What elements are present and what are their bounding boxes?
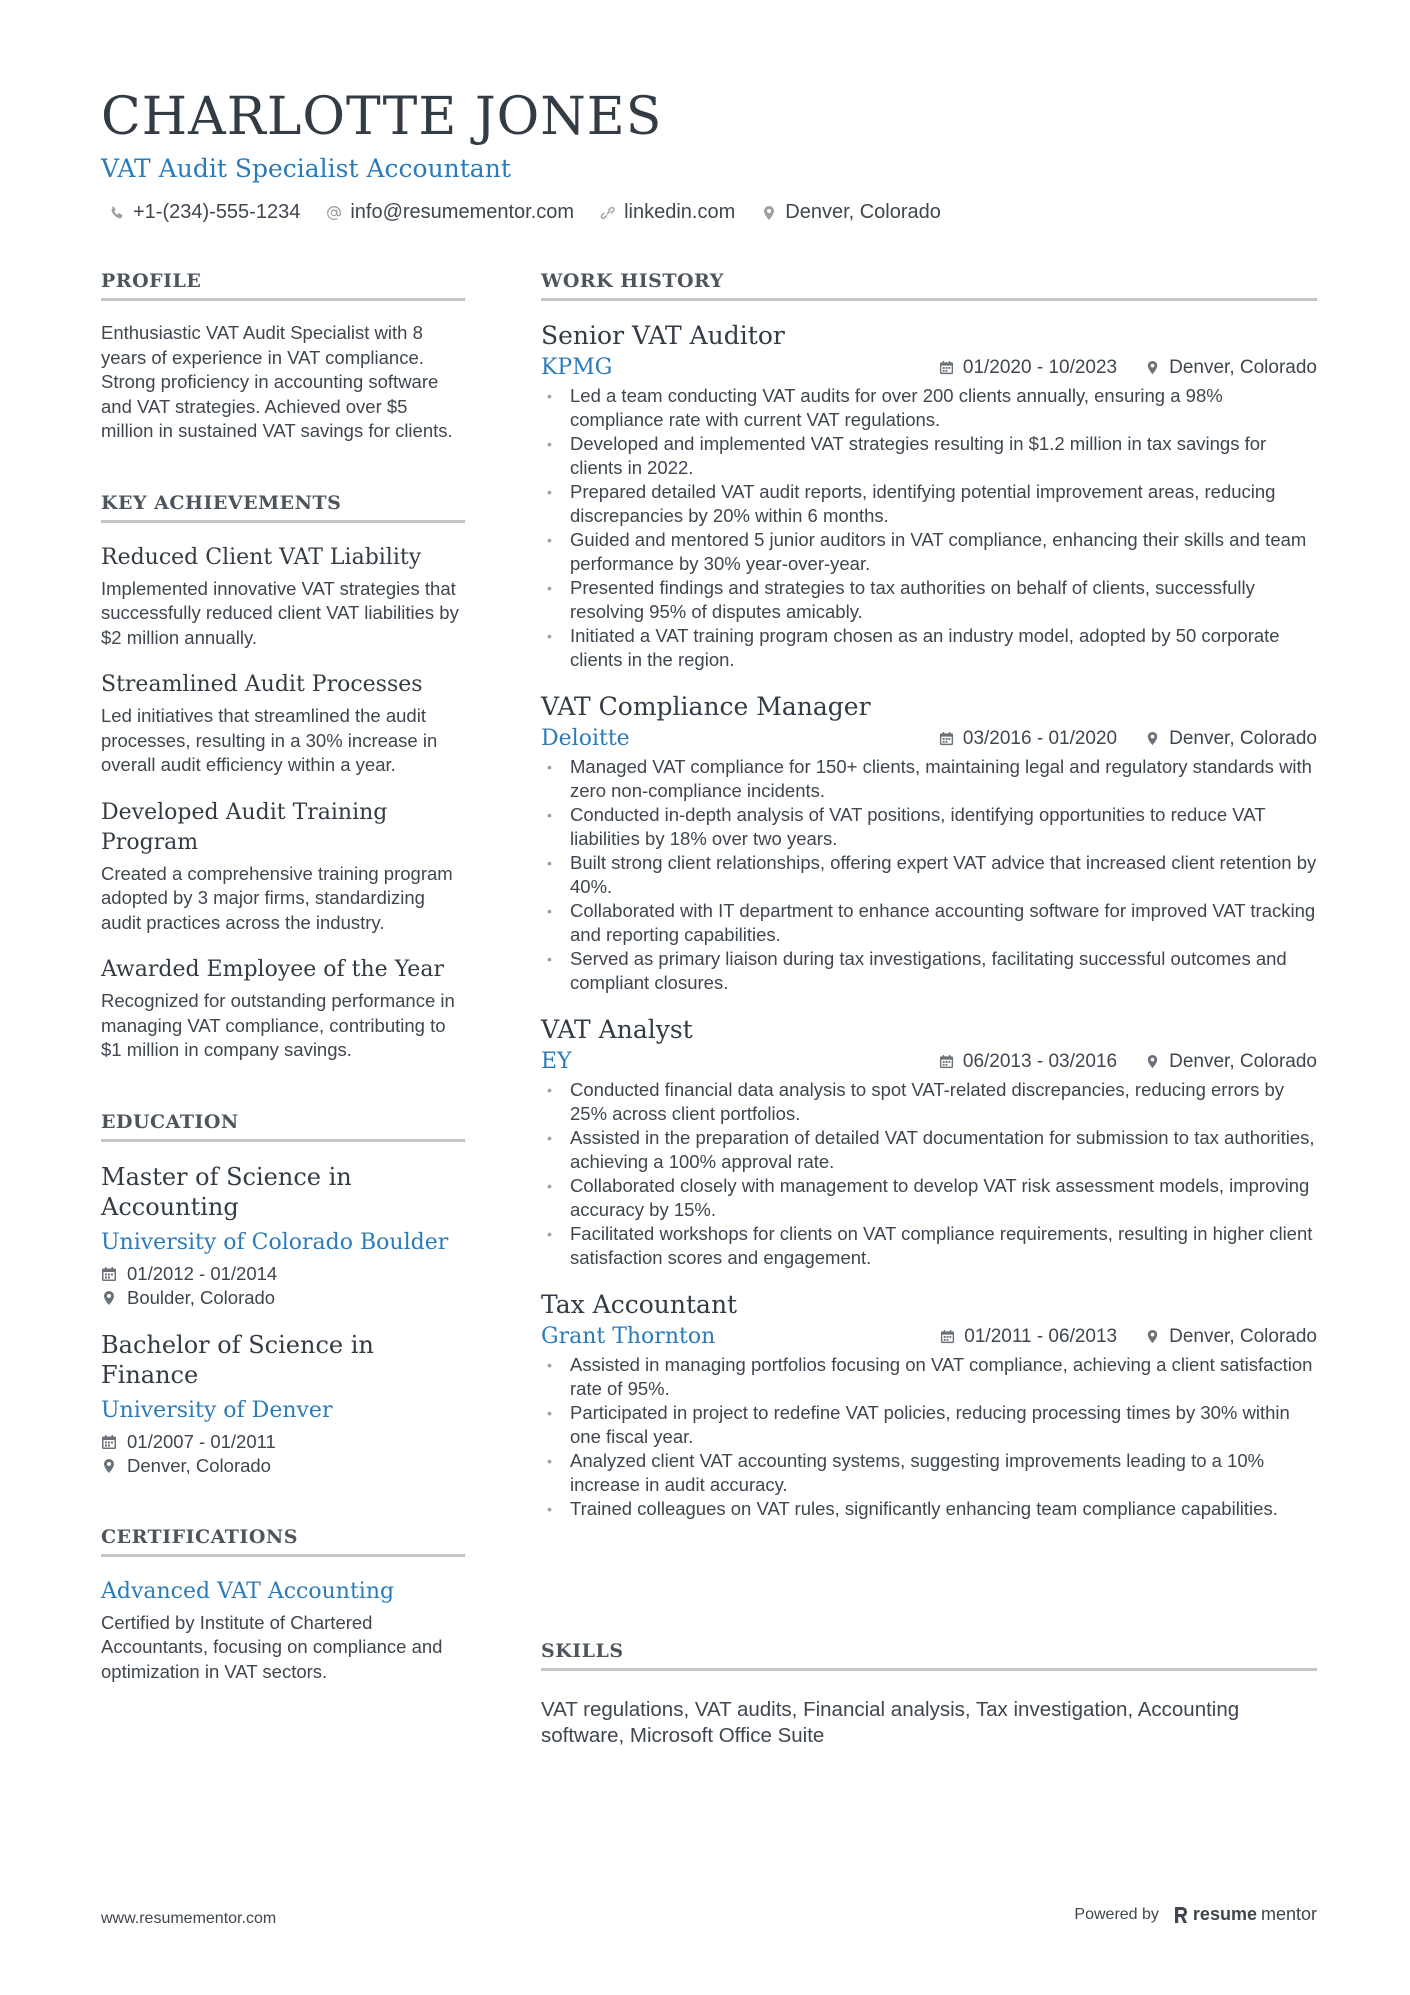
location-text: Boulder, Colorado (127, 1286, 276, 1308)
resumementor-logo-icon (1173, 1906, 1189, 1924)
powered-by-text: Powered by (1074, 1905, 1159, 1923)
job-dates (939, 728, 1117, 750)
job-bullet: • Built strong client relationships, offering expert VAT advice that increased client retention by 40%. (541, 851, 1317, 899)
location-text: Denver, Colorado (1169, 1325, 1317, 1347)
candidate-headline: VAT Audit Specialist Accountant (101, 154, 511, 183)
job-bullet: • Presented findings and strategies to tax authorities on behalf of clients, successfully resolving 95% of disputes amicably. (541, 576, 1317, 624)
job-bullet: • Participated in project to redefine VAT policies, reducing processing times by 30% within one fiscal year. (541, 1401, 1317, 1449)
achievement-title: Reduced Client VAT Liability (101, 544, 422, 570)
dates-text: 03/2016 - 01/2020 (962, 727, 1118, 749)
job-dates (940, 1326, 1117, 1348)
education-title: EDUCATION (101, 1111, 465, 1142)
left-column (101, 270, 465, 1684)
candidate-name: CHARLOTTE JONES (101, 87, 663, 147)
education-dates (101, 1262, 465, 1286)
company-name: Deloitte (541, 726, 630, 751)
location-text: Denver, Colorado (785, 201, 941, 223)
job-bullet: • Assisted in the preparation of detailed VAT documentation for submission to tax authorities, achieving a 100% approval rate. (541, 1126, 1317, 1174)
work-history-title: WORK HISTORY (541, 270, 1317, 301)
profile-text: Enthusiastic VAT Audit Specialist with 8 years of experience in VAT compliance. Strong proficiency in accounting software and VAT strategies. Achieved over $5 million in sustained VAT savings for clients. (101, 322, 453, 441)
location-text: Denver, Colorado (127, 1454, 271, 1476)
calendar-icon (939, 360, 954, 375)
footer-url[interactable]: www.resumementor.com (101, 1910, 277, 1927)
skills-section (541, 1640, 1317, 1749)
job-location (1145, 728, 1317, 750)
job-bullets (541, 1353, 1317, 1521)
degree-name: Master of Science in Accounting (101, 1162, 352, 1221)
phone-icon (109, 205, 125, 221)
education-item (101, 1330, 465, 1478)
location-pin-icon (1145, 360, 1160, 375)
job-title: VAT Compliance Manager (541, 692, 871, 721)
calendar-icon (939, 731, 954, 746)
calendar-icon (940, 1329, 955, 1344)
calendar-icon (939, 1054, 954, 1069)
certifications-title: CERTIFICATIONS (101, 1526, 465, 1557)
education-item (101, 1162, 465, 1310)
job-subheader (541, 355, 1317, 380)
location-pin-icon (1145, 1329, 1160, 1344)
job-bullet: • Led a team conducting VAT audits for over 200 clients annually, ensuring a 98% compliance rate with current VAT regulations. (541, 384, 1317, 432)
footer-brand (1074, 1904, 1317, 1925)
location-text: Denver, Colorado (1169, 356, 1317, 378)
achievements-section (101, 492, 465, 1063)
skills-text: VAT regulations, VAT audits, Financial analysis, Tax investigation, Accounting software, Microsoft Office Suite (541, 1698, 1240, 1747)
job-subheader (541, 1324, 1317, 1349)
degree-name: Bachelor of Science in Finance (101, 1330, 374, 1389)
achievement-desc: Led initiatives that streamlined the audit processes, resulting in a 30% increase in overall audit efficiency within a year. (101, 705, 438, 775)
skills-title: SKILLS (541, 1640, 1317, 1671)
brand-logo[interactable] (1173, 1904, 1317, 1925)
job-bullet: • Assisted in managing portfolios focusing on VAT compliance, achieving a client satisfaction rate of 95%. (541, 1353, 1317, 1401)
education-dates (101, 1430, 465, 1454)
job-entry (541, 690, 1317, 995)
education-section (101, 1111, 465, 1478)
job-bullets (541, 1078, 1317, 1270)
company-name: Grant Thornton (541, 1324, 716, 1349)
job-bullet: • Conducted in-depth analysis of VAT positions, identifying opportunities to reduce VAT liabilities by 18% over two years. (541, 803, 1317, 851)
calendar-icon (101, 1434, 117, 1450)
job-meta (939, 357, 1317, 379)
resume-header (101, 82, 1321, 224)
job-title: Tax Accountant (541, 1290, 738, 1319)
dates-text: 01/2011 - 06/2013 (964, 1325, 1118, 1347)
job-bullet: • Initiated a VAT training program chosen as an industry model, adopted by 50 corporate clients in the region. (541, 624, 1317, 672)
achievement-item (101, 955, 465, 1063)
job-subheader (541, 1049, 1317, 1074)
brand-light-text: mentor (1260, 1904, 1317, 1924)
achievement-title: Streamlined Audit Processes (101, 672, 423, 697)
job-bullet: • Served as primary liaison during tax investigations, facilitating successful outcomes and compliant closures. (541, 947, 1317, 995)
job-entry (541, 319, 1317, 672)
education-location (101, 1454, 465, 1478)
achievement-item (101, 670, 465, 778)
certifications-section (101, 1526, 465, 1685)
profile-section (101, 270, 465, 444)
job-meta (940, 1326, 1317, 1348)
job-bullets (541, 755, 1317, 995)
link-icon (600, 205, 616, 221)
achievement-desc: Recognized for outstanding performance in managing VAT compliance, contributing to $1 million in company savings. (101, 990, 455, 1060)
location-pin-icon (1145, 731, 1160, 746)
achievement-item (101, 798, 465, 936)
contact-location (761, 201, 941, 224)
right-column (541, 270, 1317, 1521)
location-text: Denver, Colorado (1169, 727, 1317, 749)
job-bullet: • Collaborated closely with management to develop VAT risk assessment models, improving accuracy by 15%. (541, 1174, 1317, 1222)
dates-text: 01/2007 - 01/2011 (127, 1430, 276, 1452)
job-dates (939, 1051, 1117, 1073)
phone-text: +1-(234)-555-1234 (133, 201, 301, 223)
job-bullet: • Developed and implemented VAT strategies resulting in $1.2 million in tax savings for clients in 2022. (541, 432, 1317, 480)
email-text: info@resumementor.com (350, 201, 575, 223)
school-name: University of Denver (101, 1397, 333, 1423)
contact-linkedin[interactable] (600, 201, 735, 224)
company-name: EY (541, 1049, 572, 1074)
job-location (1145, 1326, 1317, 1348)
job-meta (939, 1051, 1317, 1073)
job-subheader (541, 726, 1317, 751)
job-bullet: • Prepared detailed VAT audit reports, identifying potential improvement areas, reducing discrepancies by 20% within 6 months. (541, 480, 1317, 528)
job-bullet: • Analyzed client VAT accounting systems, suggesting improvements leading to a 10% increase in audit accuracy. (541, 1449, 1317, 1497)
job-title: Senior VAT Auditor (541, 321, 785, 350)
linkedin-text: linkedin.com (624, 201, 736, 223)
achievement-title: Awarded Employee of the Year (101, 957, 444, 982)
certification-desc: Certified by Institute of Chartered Accountants, focusing on compliance and optimization in VAT sectors. (101, 1611, 443, 1682)
contact-row (101, 201, 1321, 224)
achievement-item (101, 543, 465, 651)
contact-phone (109, 201, 300, 224)
job-bullet: • Conducted financial data analysis to spot VAT-related discrepancies, reducing errors by 25% across client portfolios. (541, 1078, 1317, 1126)
dates-text: 06/2013 - 03/2016 (962, 1050, 1118, 1072)
job-location (1145, 357, 1317, 379)
job-dates (939, 357, 1117, 379)
profile-title: PROFILE (101, 270, 465, 301)
achievement-desc: Implemented innovative VAT strategies that successfully reduced client VAT liabilities by $2 million annually. (101, 577, 459, 648)
education-location (101, 1286, 465, 1310)
brand-bold-text: resume (1192, 1904, 1257, 1924)
location-pin-icon (101, 1290, 117, 1306)
location-text: Denver, Colorado (1169, 1050, 1317, 1072)
job-meta (939, 728, 1317, 750)
location-pin-icon (1145, 1054, 1160, 1069)
job-entry (541, 1013, 1317, 1270)
job-entry (541, 1288, 1317, 1521)
job-title: VAT Analyst (541, 1015, 693, 1044)
job-location (1145, 1051, 1317, 1073)
job-bullet: • Trained colleagues on VAT rules, significantly enhancing team compliance capabilities. (541, 1497, 1317, 1521)
school-name: University of Colorado Boulder (101, 1229, 449, 1255)
achievement-title: Developed Audit Training Program (101, 799, 388, 855)
dates-text: 01/2012 - 01/2014 (127, 1262, 278, 1284)
calendar-icon (101, 1266, 117, 1282)
achievements-title: KEY ACHIEVEMENTS (101, 492, 465, 523)
contact-email[interactable] (326, 201, 574, 224)
company-name: KPMG (541, 355, 613, 380)
job-bullet: • Managed VAT compliance for 150+ clients, maintaining legal and regulatory standards with zero non-compliance incidents. (541, 755, 1317, 803)
certification-title: Advanced VAT Accounting (101, 1578, 395, 1604)
job-bullet: • Facilitated workshops for clients on VAT compliance requirements, resulting in higher client satisfaction scores and engagement. (541, 1222, 1317, 1270)
dates-text: 01/2020 - 10/2023 (962, 356, 1118, 378)
job-bullet: • Collaborated with IT department to enhance accounting software for improved VAT tracking and reporting capabilities. (541, 899, 1317, 947)
achievement-desc: Created a comprehensive training program adopted by 3 major firms, standardizing audit practices across the industry. (101, 862, 453, 933)
location-pin-icon (761, 205, 777, 221)
location-pin-icon (101, 1458, 117, 1474)
job-bullets (541, 384, 1317, 672)
at-icon (326, 205, 342, 221)
job-bullet: • Guided and mentored 5 junior auditors in VAT compliance, enhancing their skills and team performance by 30% year-over-year. (541, 528, 1317, 576)
